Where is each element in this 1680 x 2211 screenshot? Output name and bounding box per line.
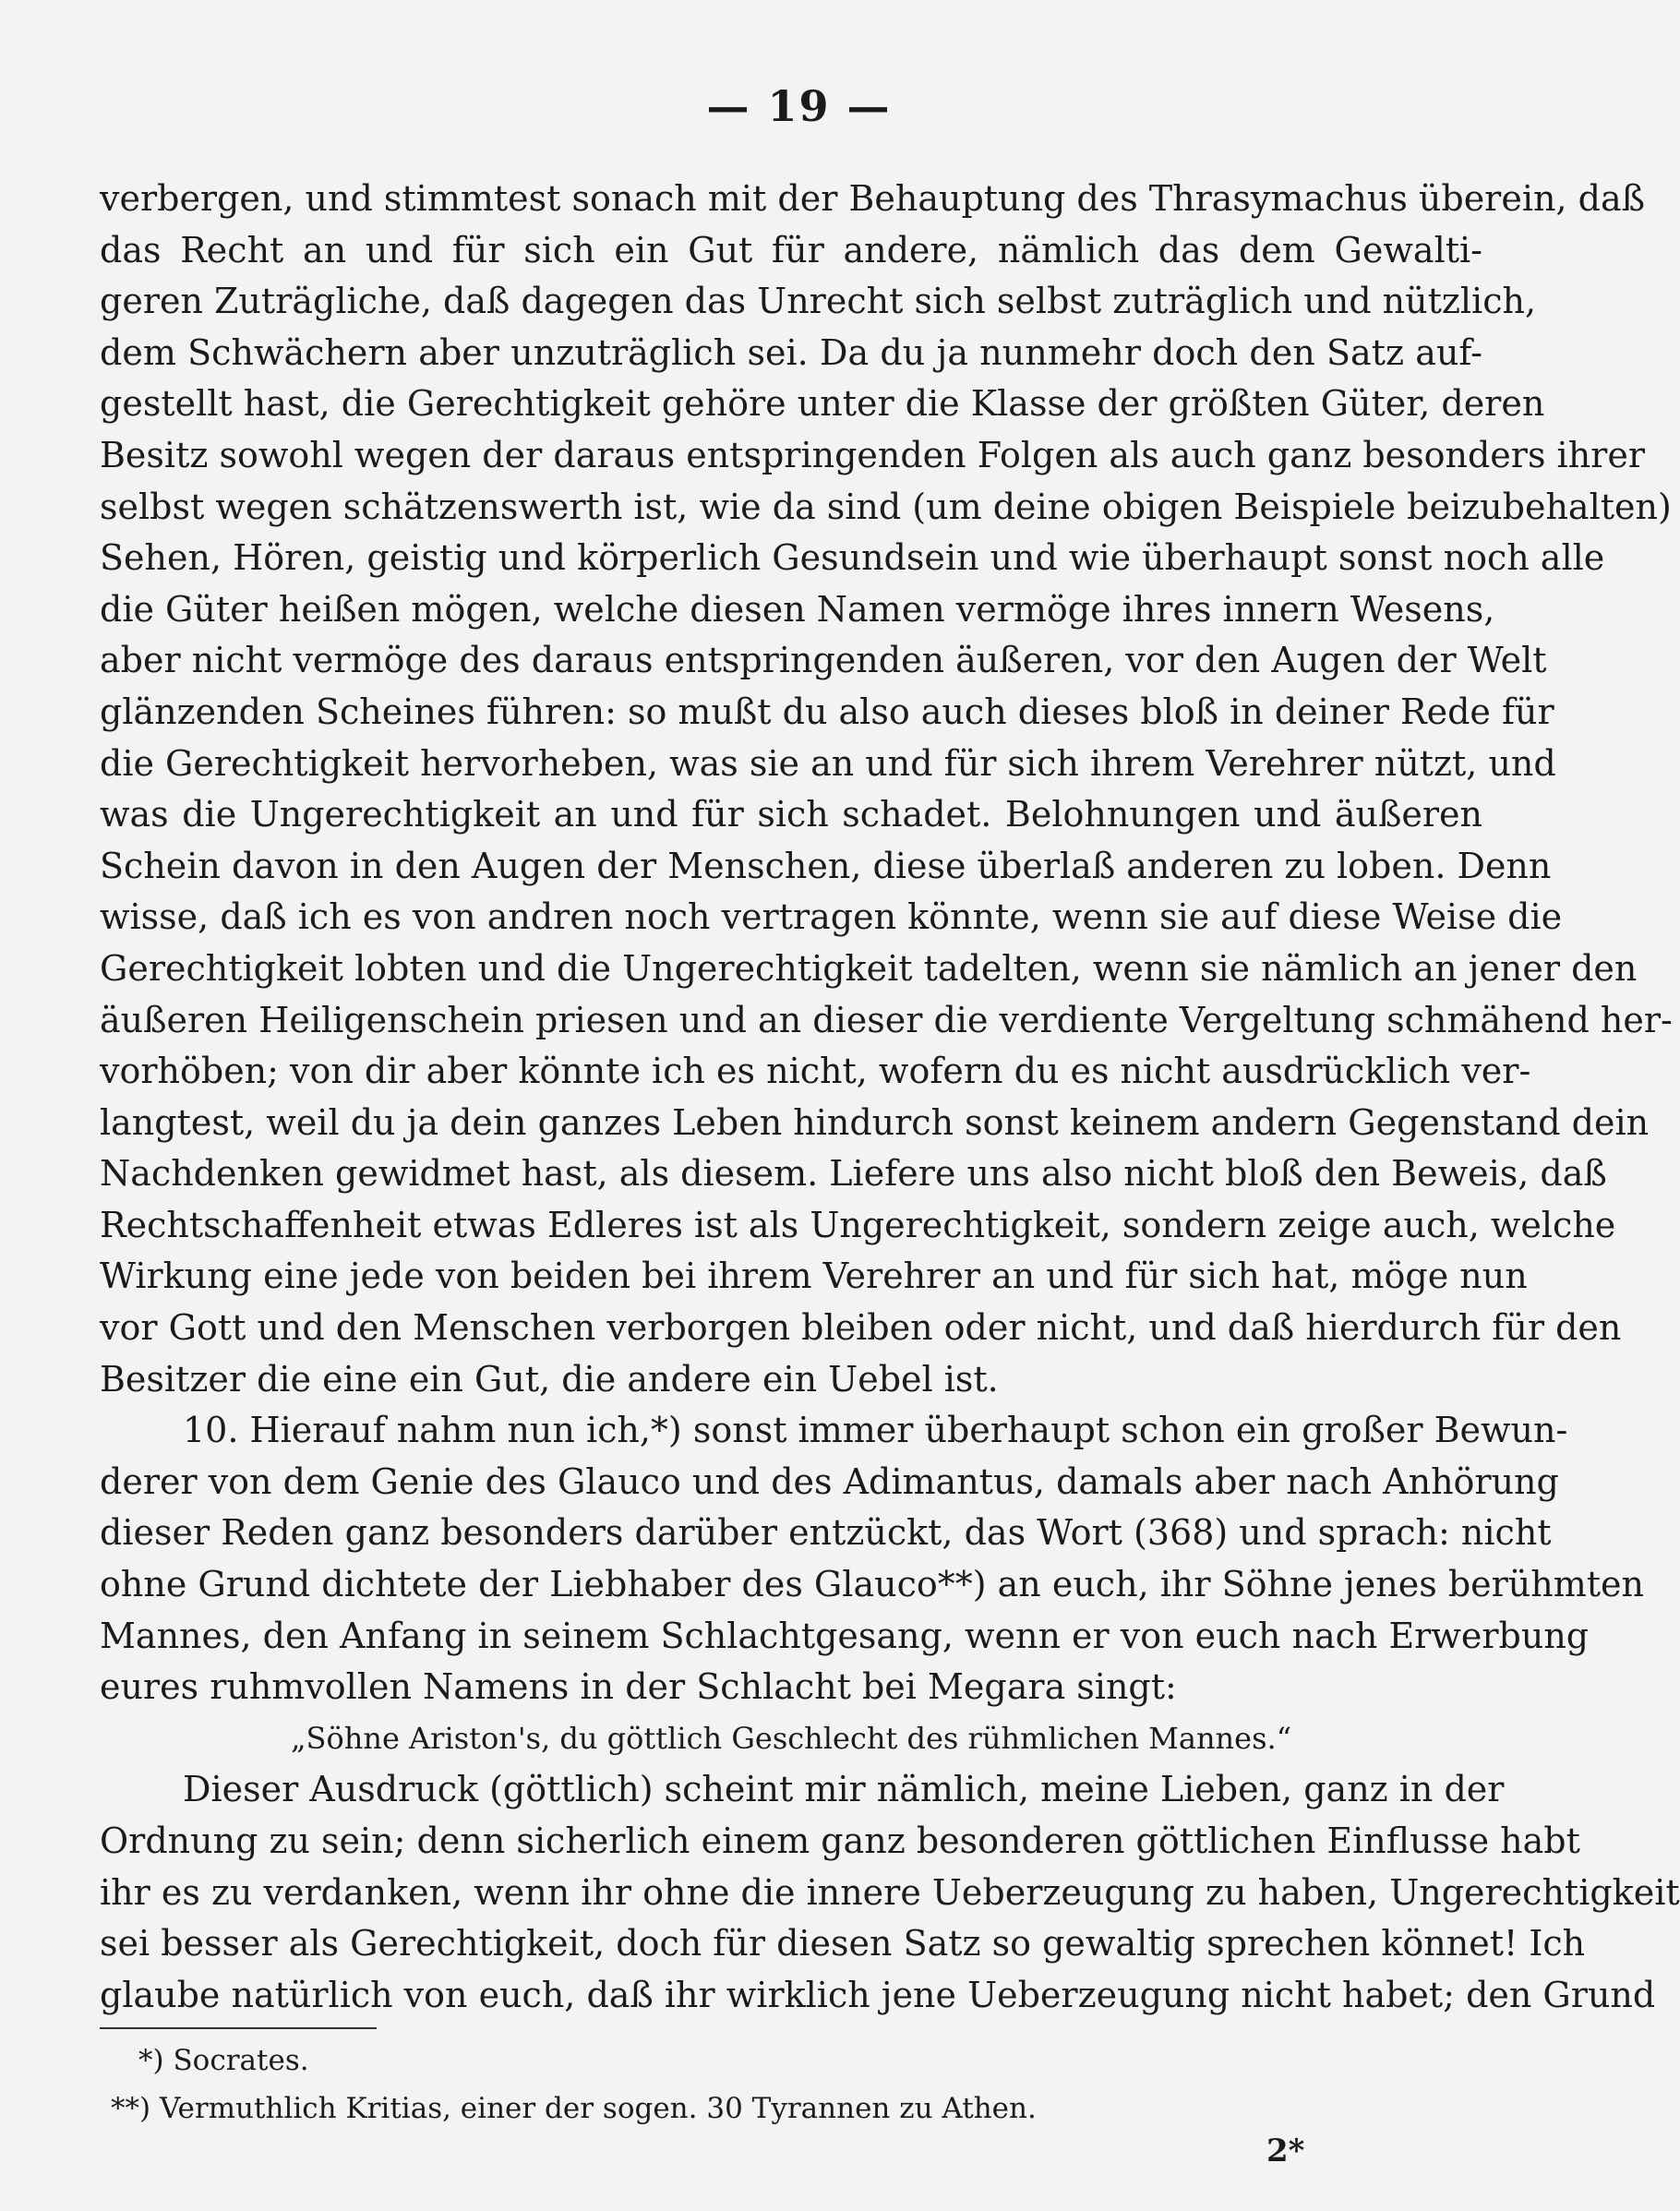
text-line: Besitz sowohl wegen der daraus entspringenden Folgen als auch ganz besonders ihrer bbox=[100, 434, 1645, 475]
footnote: *) Socrates. bbox=[138, 2044, 309, 2077]
text-line: dieser Reden ganz besonders darüber entzückt, das Wort (368) und sprach: nicht bbox=[100, 1512, 1552, 1554]
text-line: die Gerechtigkeit hervorheben, was sie an und für sich ihrem Verehrer nützt, und bbox=[100, 742, 1556, 784]
text-line: äußeren Heiligenschein priesen und an dieser die verdiente Vergeltung schmähend her- bbox=[100, 999, 1673, 1040]
text-line: was die Ungerechtigkeit an und für sich schadet. Belohnungen und äußeren bbox=[100, 794, 1482, 835]
text-line: die Güter heißen mögen, welche diesen Namen vermöge ihres innern Wesens, bbox=[100, 588, 1495, 630]
text-line: Besitzer die eine ein Gut, die andere ein Uebel ist. bbox=[100, 1358, 999, 1400]
text-line: eures ruhmvollen Namens in der Schlacht bei Megara singt: bbox=[100, 1666, 1177, 1708]
text-line: vorhöben; von dir aber könnte ich es nicht, wofern du es nicht ausdrücklich ver- bbox=[100, 1051, 1531, 1092]
text-line: ohne Grund dichtete der Liebhaber des Glauco**) an euch, ihr Söhne jenes berühmten bbox=[100, 1564, 1645, 1605]
text-line: Wirkung eine jede von beiden bei ihrem Verehrer an und für sich hat, möge nun bbox=[100, 1256, 1528, 1297]
text-line: dem Schwächern aber unzuträglich sei. Da du ja nunmehr doch den Satz auf- bbox=[100, 331, 1482, 373]
text-line: langtest, weil du ja dein ganzes Leben hindurch sonst keinem andern Gegenstand dein bbox=[100, 1101, 1650, 1143]
page-number: — 19 — bbox=[706, 81, 892, 131]
text-line: Ordnung zu sein; denn sicherlich einem ganz besonderen göttlichen Einflusse habt bbox=[100, 1820, 1580, 1861]
text-line: wisse, daß ich es von andren noch vertragen könnte, wenn sie auf diese Weise die bbox=[100, 896, 1563, 938]
text-line: Rechtschaffenheit etwas Edleres ist als Ungerechtigkeit, sondern zeige auch, welche bbox=[100, 1204, 1616, 1245]
signature-mark: 2* bbox=[1266, 2133, 1305, 2169]
text-line: glaube natürlich von euch, daß ihr wirklich jene Ueberzeugung nicht habet; den Grund bbox=[100, 1974, 1656, 2015]
text-line: ihr es zu verdanken, wenn ihr ohne die innere Ueberzeugung zu haben, Ungerechtigkeit bbox=[100, 1871, 1680, 1913]
text-line: glänzenden Scheines führen: so mußt du also auch dieses bloß in deiner Rede für bbox=[100, 691, 1554, 732]
text-line: Nachdenken gewidmet hast, als diesem. Liefere uns also nicht bloß den Beweis, daß bbox=[100, 1153, 1607, 1195]
footnote: **) Vermuthlich Kritias, einer der sogen. 30 Tyrannen zu Athen. bbox=[111, 2092, 1037, 2125]
text-line: sei besser als Gerechtigkeit, doch für diesen Satz so gewaltig sprechen könnet! Ich bbox=[100, 1923, 1586, 1965]
text-line: Gerechtigkeit lobten und die Ungerechtigkeit tadelten, wenn sie nämlich an jener den bbox=[100, 947, 1638, 989]
section-start-line: 10. Hierauf nahm nun ich,*) sonst immer überhaupt schon ein großer Bewun- bbox=[183, 1410, 1568, 1451]
footnote-divider bbox=[100, 2027, 377, 2029]
paragraph-start-line: Dieser Ausdruck (göttlich) scheint mir nämlich, meine Lieben, ganz in der bbox=[183, 1769, 1505, 1810]
body-text bbox=[100, 174, 1680, 2021]
text-line: gestellt hast, die Gerechtigkeit gehöre unter die Klasse der größten Güter, deren bbox=[100, 383, 1545, 425]
text-line: Sehen, Hören, geistig und körperlich Gesundsein und wie überhaupt sonst noch alle bbox=[100, 537, 1605, 579]
verse-quote: „Söhne Ariston's, du göttlich Geschlecht des rühmlichen Mannes.“ bbox=[290, 1720, 1292, 1756]
text-line: verbergen, und stimmtest sonach mit der Behauptung des Thrasymachus überein, daß bbox=[100, 178, 1645, 219]
text-line: vor Gott und den Menschen verborgen bleiben oder nicht, und daß hierdurch für den bbox=[100, 1307, 1622, 1349]
text-line: derer von dem Genie des Glauco und des Adimantus, damals aber nach Anhörung bbox=[100, 1460, 1559, 1502]
text-line: Mannes, den Anfang in seinem Schlachtgesang, wenn er von euch nach Erwerbung bbox=[100, 1615, 1590, 1656]
text-line: aber nicht vermöge des daraus entspringenden äußeren, vor den Augen der Welt bbox=[100, 640, 1547, 681]
text-line: das Recht an und für sich ein Gut für andere, nämlich das dem Gewalti- bbox=[100, 229, 1482, 270]
text-line: Schein davon in den Augen der Menschen, diese überlaß anderen zu loben. Denn bbox=[100, 845, 1552, 886]
text-line: selbst wegen schätzenswerth ist, wie da sind (um deine obigen Beispiele beizubehalten) bbox=[100, 486, 1672, 527]
footnotes bbox=[111, 2037, 1431, 2133]
text-line: geren Zuträgliche, daß dagegen das Unrecht sich selbst zuträglich und nützlich, bbox=[100, 281, 1537, 322]
